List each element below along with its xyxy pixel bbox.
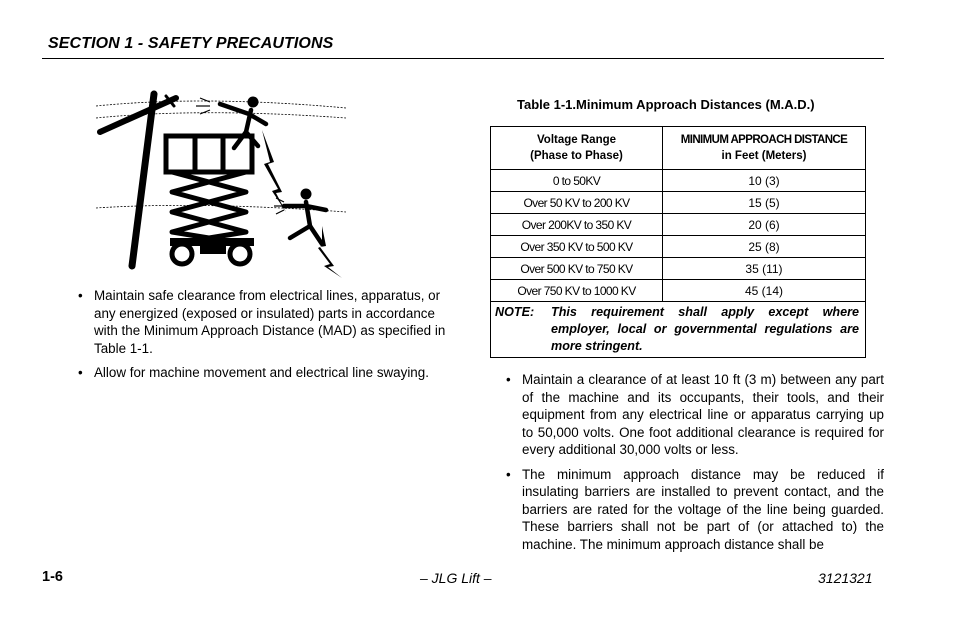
list-item: • The minimum approach distance may be reduced if insulating barriers are installed to prevent contact, and the barriers are rated for the voltage of the line being guarded. These barriers shall not be part of (or attached to) the machine. The minimum approach distance shall be bbox=[506, 466, 884, 554]
header-rule bbox=[42, 58, 884, 59]
voltage-cell: Over 50 KV to 200 KV bbox=[491, 192, 663, 214]
table-row bbox=[491, 280, 866, 302]
section-header: SECTION 1 - SAFETY PRECAUTIONS bbox=[48, 35, 334, 52]
voltage-cell: Over 500 KV to 750 KV bbox=[491, 258, 663, 280]
table-note-cell bbox=[491, 302, 866, 358]
lightning-bolt-icon bbox=[318, 226, 342, 278]
note-text: This requirement shall apply except where employer, local or governmental regulations are more stringent. bbox=[551, 305, 859, 353]
table-row bbox=[491, 236, 866, 258]
distance-cell: 15 (5) bbox=[663, 192, 866, 214]
distance-cell: 10 (3) bbox=[663, 170, 866, 192]
table-header-voltage: Voltage Range (Phase to Phase) bbox=[491, 127, 663, 170]
voltage-cell: Over 200KV to 350 KV bbox=[491, 214, 663, 236]
voltage-cell: 0 to 50KV bbox=[491, 170, 663, 192]
distance-cell: 25 (8) bbox=[663, 236, 866, 258]
table-caption: Table 1-1.Minimum Approach Distances (M.A.D.) bbox=[517, 97, 815, 112]
distance-cell: 20 (6) bbox=[663, 214, 866, 236]
table-row bbox=[491, 214, 866, 236]
table-row bbox=[491, 192, 866, 214]
chassis bbox=[170, 238, 254, 264]
ground-worker-figure bbox=[284, 189, 326, 245]
list-item: • Maintain a clearance of at least 10 ft (3 m) between any part of the machine and its occupants, their tools, and their equipment from any electrical line or apparatus carrying up to 50,000 volts. One foot additional clearance is required for every additional 30,000 volts or less. bbox=[506, 371, 884, 459]
voltage-cell: Over 750 KV to 1000 KV bbox=[491, 280, 663, 302]
left-bullet-list bbox=[78, 287, 455, 389]
worker-figure bbox=[220, 97, 266, 149]
table-header-distance: MINIMUM APPROACH DISTANCE in Feet (Meters) bbox=[663, 127, 866, 170]
table-note-row bbox=[491, 302, 866, 358]
utility-pole bbox=[100, 94, 176, 266]
list-item: • Maintain safe clearance from electrical lines, apparatus, or any energized (exposed or insulated) parts in accordance with the Minimum Approach Distance (MAD) as specified in Table 1-1. bbox=[78, 287, 455, 357]
lightning-bolt-icon bbox=[262, 130, 286, 212]
note-label: NOTE: bbox=[495, 305, 535, 319]
right-bullet-list bbox=[506, 371, 884, 560]
table-row bbox=[491, 258, 866, 280]
mad-table bbox=[490, 126, 866, 358]
electrocution-hazard-illustration bbox=[96, 88, 346, 278]
footer-brand: – JLG Lift – bbox=[420, 570, 492, 586]
scissor-arms bbox=[172, 172, 246, 244]
list-item: • Allow for machine movement and electrical line swaying. bbox=[78, 364, 455, 382]
distance-cell: 45 (14) bbox=[663, 280, 866, 302]
table-note bbox=[491, 302, 865, 357]
table-header-row bbox=[491, 127, 866, 170]
table-row bbox=[491, 170, 866, 192]
voltage-cell: Over 350 KV to 500 KV bbox=[491, 236, 663, 258]
distance-cell: 35 (11) bbox=[663, 258, 866, 280]
document-number: 3121321 bbox=[818, 570, 873, 586]
page-number: 1-6 bbox=[42, 569, 63, 585]
spark-icon bbox=[196, 98, 210, 114]
